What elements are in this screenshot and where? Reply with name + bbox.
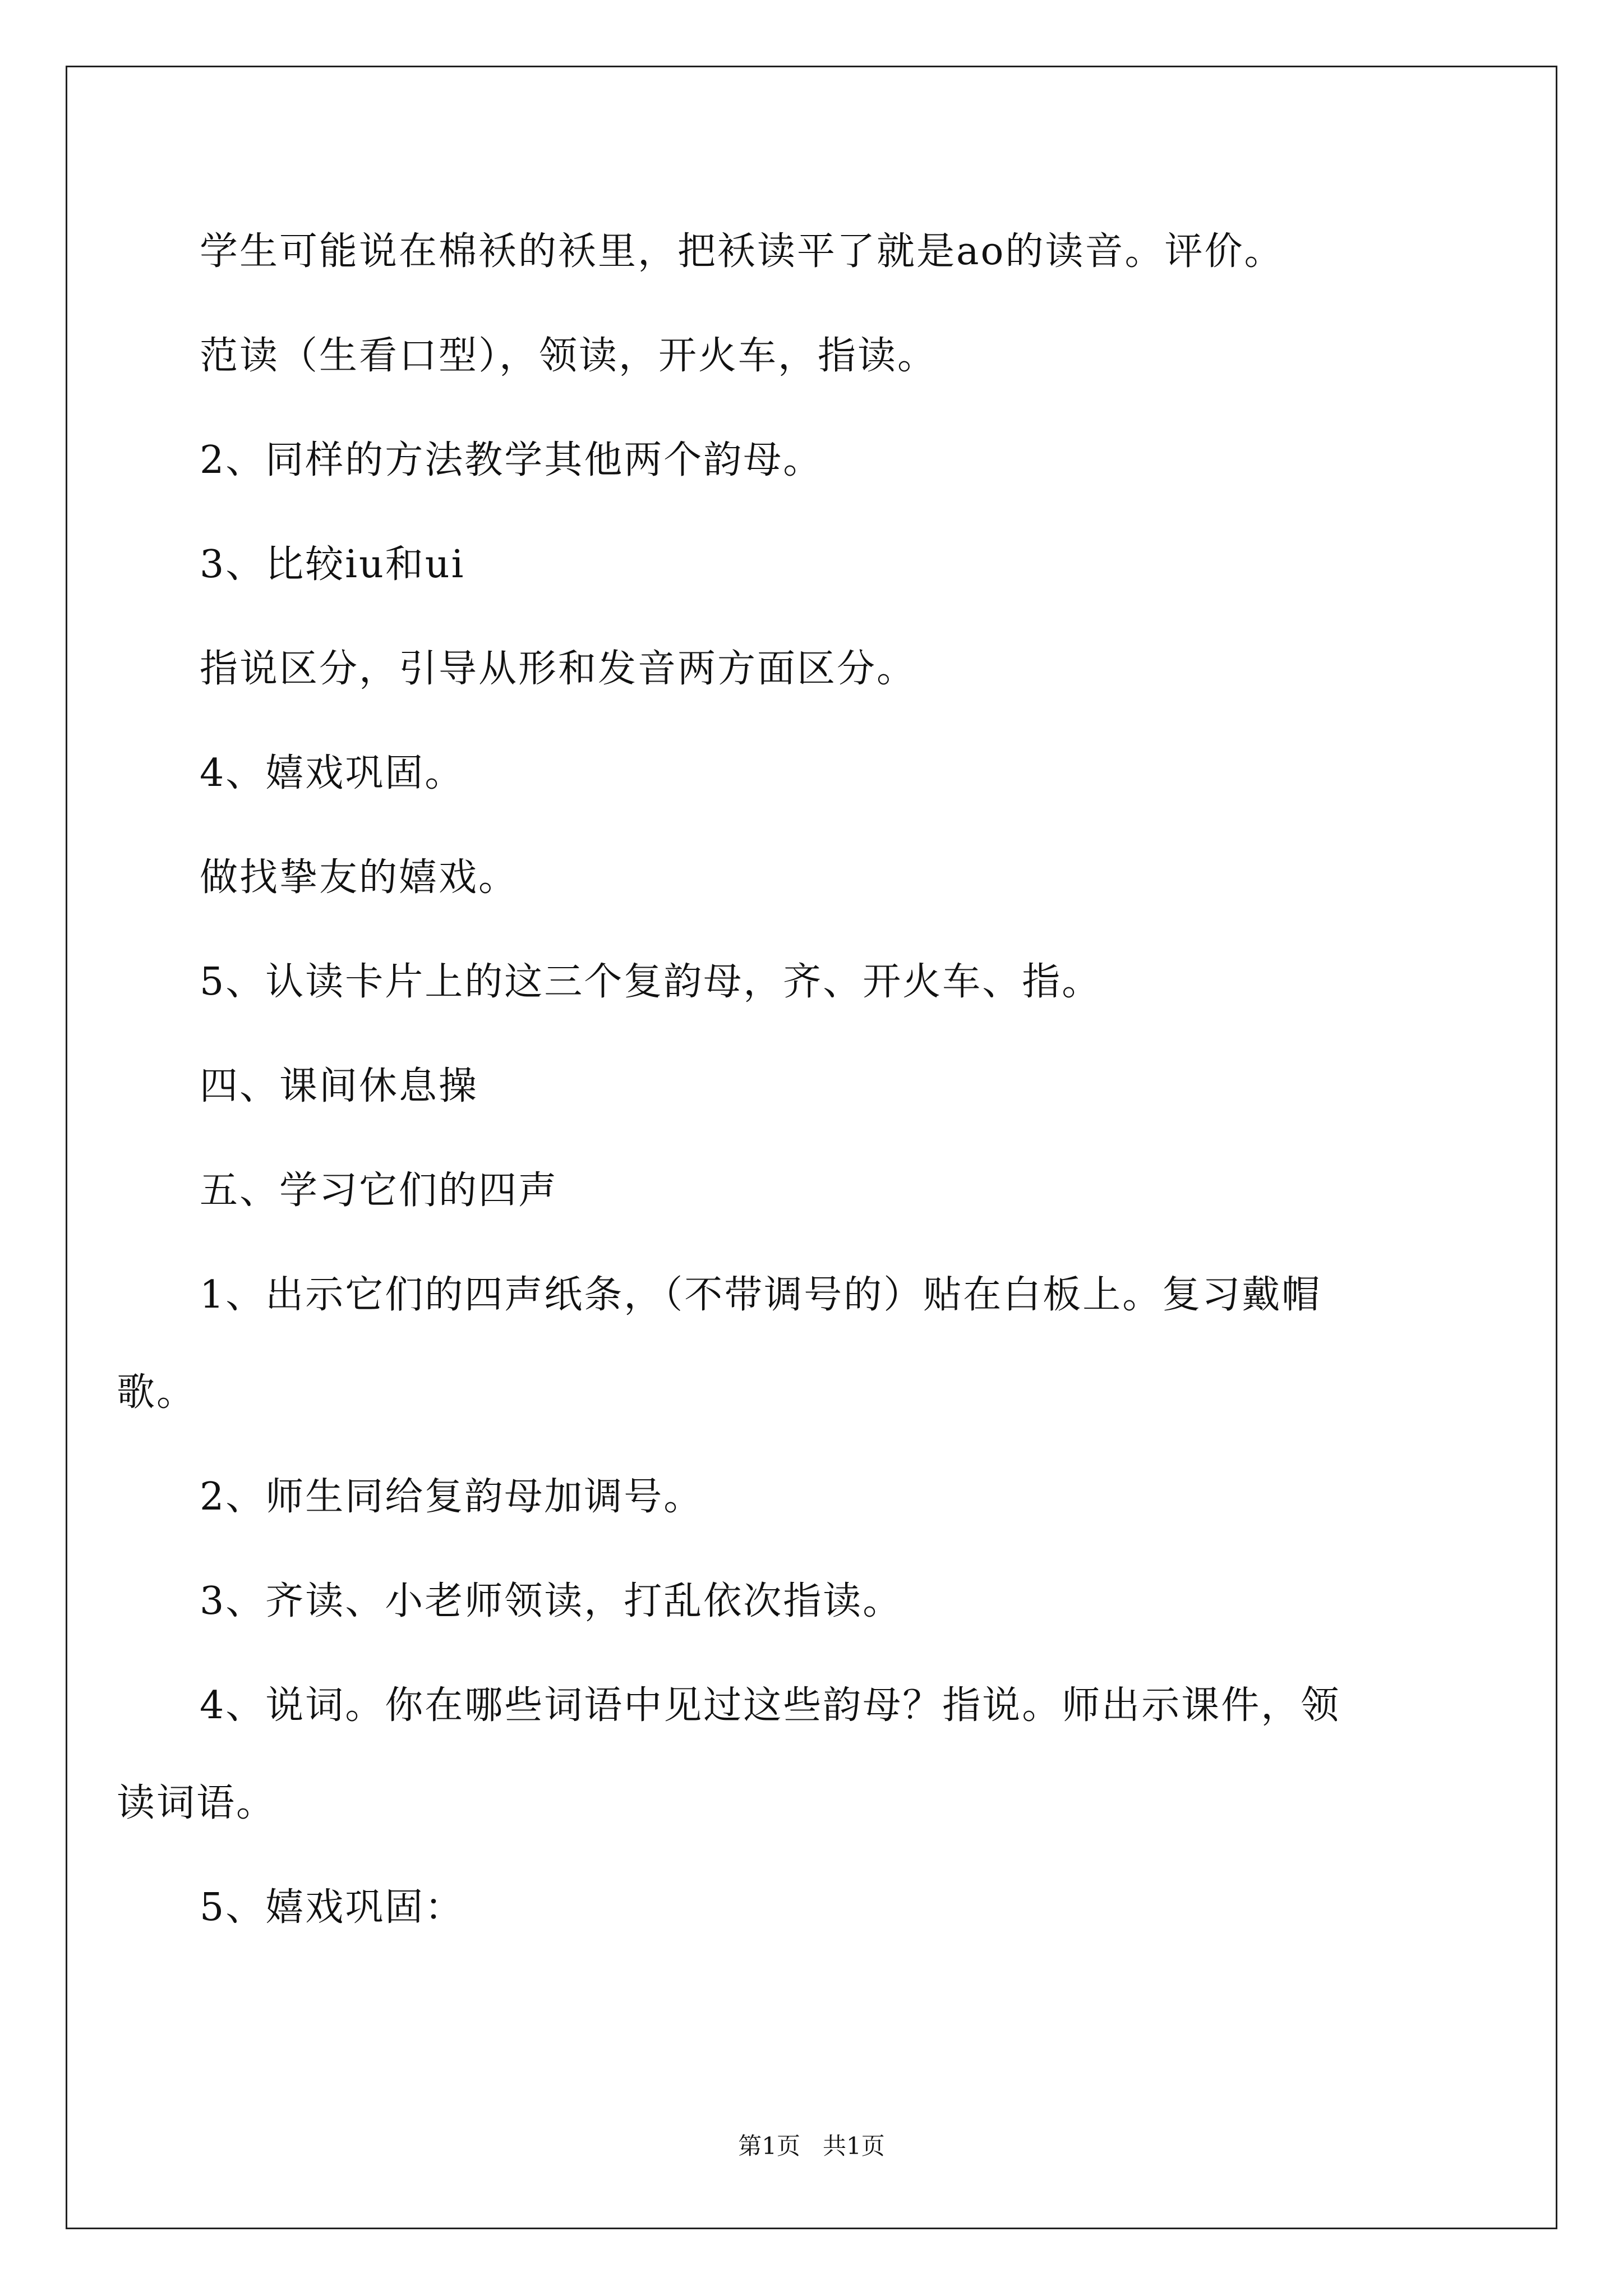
paragraph-line: 1、出示它们的四声纸条，（不带调号的）贴在白板上。复习戴帽	[200, 1273, 1322, 1317]
paragraph: 4、嬉戏巩固。	[200, 751, 465, 795]
paragraph: 学生可能说在棉袄的袄里，把袄读平了就是ao的读音。评价。	[200, 229, 1284, 274]
page-number: 第1页	[738, 2132, 800, 2160]
paragraph-line: 歌。	[117, 1370, 197, 1415]
paragraph: 五、学习它们的四声	[200, 1168, 559, 1213]
paragraph: 指说区分，引导从形和发音两方面区分。	[200, 647, 917, 691]
paragraph: 3、比较iu和ui	[200, 542, 465, 587]
paragraph: 四、课间休息操	[200, 1064, 479, 1108]
paragraph: 5、认读卡片上的这三个复韵母，齐、开火车、指。	[200, 960, 1102, 1004]
page-footer	[0, 2128, 1623, 2161]
paragraph: 2、同样的方法教学其他两个韵母。	[200, 438, 823, 482]
page-total: 共1页	[823, 2132, 885, 2160]
paragraph: 5、嬉戏巩固：	[200, 1885, 465, 1930]
paragraph: 2、师生同给复韵母加调号。	[200, 1475, 704, 1519]
paragraph: 3、齐读、小老师领读，打乱依次指读。	[200, 1579, 903, 1623]
paragraph: 范读（生看口型），领读，开火车，指读。	[200, 334, 938, 378]
paragraph-line: 4、说词。你在哪些词语中见过这些韵母？指说。师出示课件，领	[200, 1683, 1341, 1728]
paragraph-wrapped	[117, 1683, 1445, 1825]
paragraph: 做找挚友的嬉戏。	[200, 855, 519, 900]
paragraph-line: 读词语。	[117, 1781, 276, 1825]
paragraph-wrapped	[117, 1273, 1445, 1415]
